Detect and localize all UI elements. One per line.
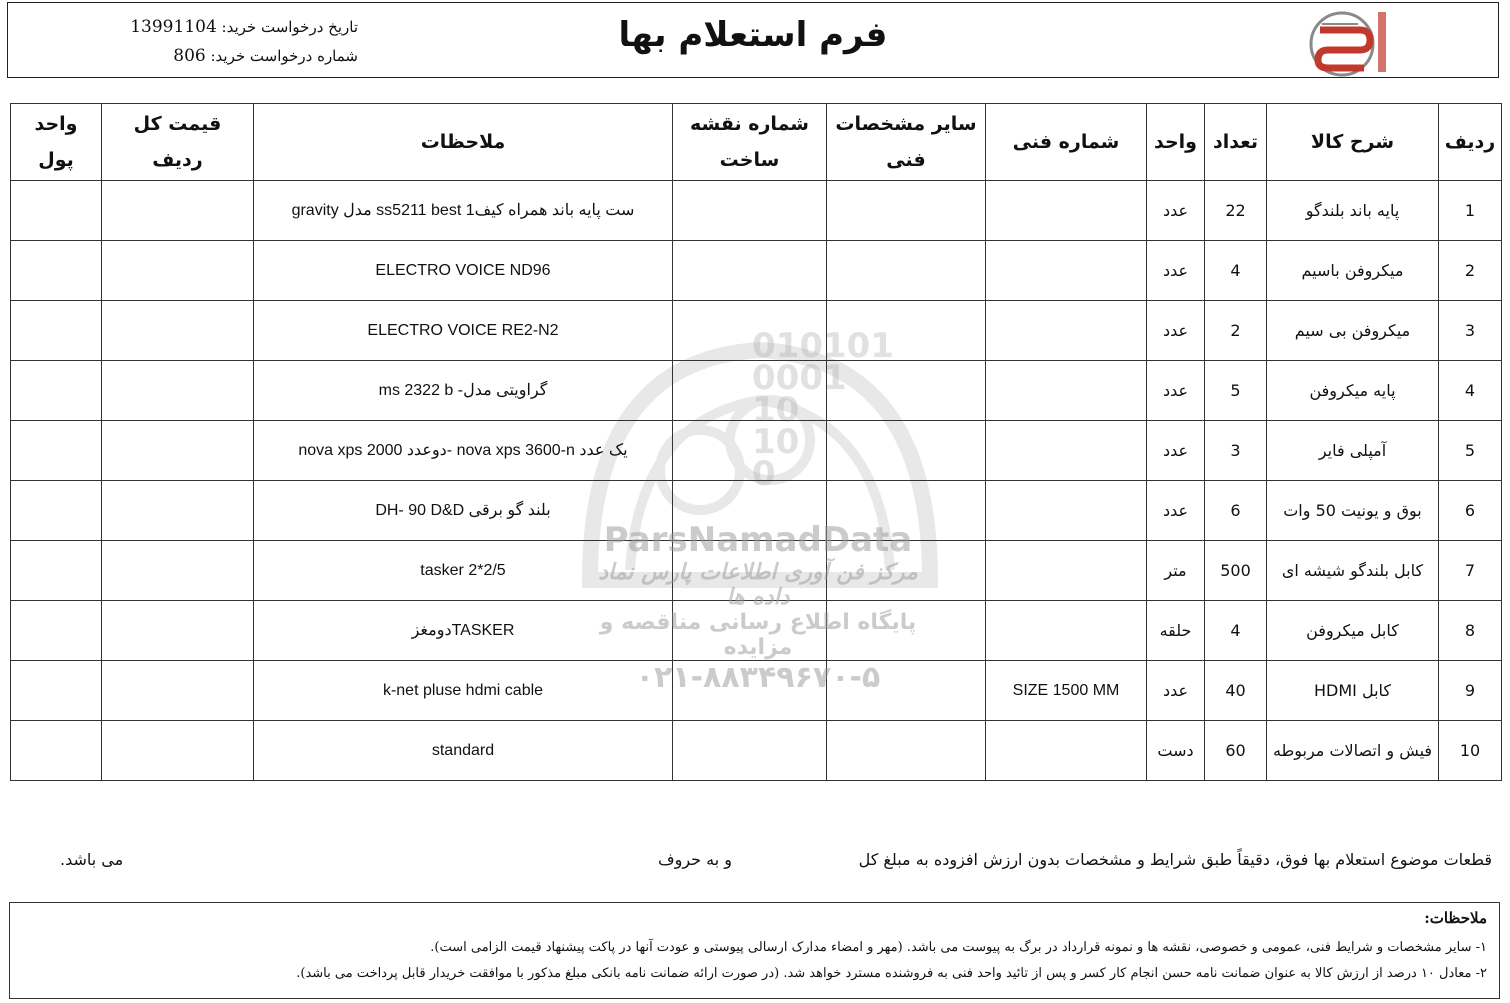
cell-unit: حلقه xyxy=(1147,601,1205,661)
col-header-quantity: تعداد xyxy=(1205,104,1267,181)
cell-remarks: ست پایه باند همراه کیف1 ss5211 best مدل gravity xyxy=(254,181,673,241)
cell-quantity: 3 xyxy=(1205,421,1267,481)
cell-description: پایه باند بلندگو xyxy=(1267,181,1439,241)
cell-currency xyxy=(11,601,102,661)
col-header-total-price: قیمت کل ردیف xyxy=(102,104,254,181)
request-meta xyxy=(126,13,358,71)
request-number-value: 806 xyxy=(173,46,206,66)
table-row xyxy=(11,421,1502,481)
cell-technical-number xyxy=(986,241,1147,301)
cell-currency xyxy=(11,181,102,241)
cell-currency xyxy=(11,421,102,481)
request-number-label: شماره درخواست خرید: xyxy=(210,47,358,65)
notes-box xyxy=(9,902,1500,999)
table-row xyxy=(11,721,1502,781)
price-statement xyxy=(60,850,1492,876)
cell-quantity: 40 xyxy=(1205,661,1267,721)
purchase-date-line xyxy=(126,13,358,42)
cell-description: بوق و یونیت 50 وات xyxy=(1267,481,1439,541)
cell-unit: عدد xyxy=(1147,241,1205,301)
cell-drawing-number xyxy=(673,241,827,301)
purchase-date-label: تاریخ درخواست خرید: xyxy=(221,18,358,36)
cell-unit: عدد xyxy=(1147,481,1205,541)
table-header-row xyxy=(11,104,1502,181)
notes-title: ملاحظات: xyxy=(1424,909,1487,927)
cell-remarks: 2/5*2 tasker xyxy=(254,541,673,601)
watermark-digits: 010101 0001 10 10 0 xyxy=(752,326,894,494)
cell-technical-number xyxy=(986,541,1147,601)
col-header-description: شرح کالا xyxy=(1267,104,1439,181)
cell-currency xyxy=(11,541,102,601)
col-header-technical-number: شماره فنی xyxy=(986,104,1147,181)
cell-drawing-number xyxy=(673,301,827,361)
cell-quantity: 60 xyxy=(1205,721,1267,781)
cell-currency xyxy=(11,661,102,721)
col-header-row-number: ردیف xyxy=(1439,104,1502,181)
statement-part-in-words: و به حروف xyxy=(658,850,732,869)
purchase-date-value: 13991104 xyxy=(130,17,217,37)
cell-currency xyxy=(11,481,102,541)
cell-technical-number xyxy=(986,421,1147,481)
cell-total-price xyxy=(102,301,254,361)
watermark-brand: ParsNamadData مرکز فن آوری اطلاعات پارس نماد داده ها پایگاه اطلاع رسانی مناقصه و مزایده ۰۲۱-۸۸۳۴۹۶۷۰-۵ xyxy=(598,520,918,695)
cell-quantity: 4 xyxy=(1205,601,1267,661)
cell-technical-number xyxy=(986,481,1147,541)
cell-drawing-number xyxy=(673,721,827,781)
cell-description: کابل میکروفن xyxy=(1267,601,1439,661)
cell-unit: عدد xyxy=(1147,181,1205,241)
cell-row-number: 2 xyxy=(1439,241,1502,301)
cell-row-number: 6 xyxy=(1439,481,1502,541)
cell-remarks: ELECTRO VOICE ND96 xyxy=(254,241,673,301)
cell-row-number: 9 xyxy=(1439,661,1502,721)
cell-technical-number xyxy=(986,721,1147,781)
cell-other-specs xyxy=(827,361,986,421)
cell-total-price xyxy=(102,421,254,481)
table-row xyxy=(11,181,1502,241)
cell-row-number: 8 xyxy=(1439,601,1502,661)
cell-description: فیش و اتصالات مربوطه xyxy=(1267,721,1439,781)
cell-row-number: 3 xyxy=(1439,301,1502,361)
cell-row-number: 7 xyxy=(1439,541,1502,601)
cell-technical-number xyxy=(986,361,1147,421)
cell-remarks: بلند گو برقی DH- 90 D&D xyxy=(254,481,673,541)
cell-total-price xyxy=(102,601,254,661)
cell-drawing-number xyxy=(673,361,827,421)
cell-other-specs xyxy=(827,241,986,301)
cell-remarks: standard xyxy=(254,721,673,781)
cell-unit: دست xyxy=(1147,721,1205,781)
cell-remarks: گراویتی مدل- ms 2322 b xyxy=(254,361,673,421)
cell-technical-number xyxy=(986,181,1147,241)
cell-remarks: ELECTRO VOICE RE2-N2 xyxy=(254,301,673,361)
cell-total-price xyxy=(102,721,254,781)
col-header-remarks: ملاحظات xyxy=(254,104,673,181)
cell-description: میکروفن باسیم xyxy=(1267,241,1439,301)
cell-technical-number xyxy=(986,601,1147,661)
cell-total-price xyxy=(102,361,254,421)
cell-remarks: TASKERدومغز xyxy=(254,601,673,661)
cell-description: کابل بلندگو شیشه ای xyxy=(1267,541,1439,601)
cell-quantity: 500 xyxy=(1205,541,1267,601)
col-header-unit: واحد xyxy=(1147,104,1205,181)
col-header-currency: واحد پول xyxy=(11,104,102,181)
cell-row-number: 1 xyxy=(1439,181,1502,241)
cell-other-specs xyxy=(827,421,986,481)
table-row xyxy=(11,241,1502,301)
cell-description: میکروفن بی سیم xyxy=(1267,301,1439,361)
cell-technical-number: SIZE 1500 MM xyxy=(986,661,1147,721)
cell-quantity: 22 xyxy=(1205,181,1267,241)
cell-currency xyxy=(11,301,102,361)
cell-description: کابل HDMI xyxy=(1267,661,1439,721)
cell-description: پایه میکروفن xyxy=(1267,361,1439,421)
table-row xyxy=(11,301,1502,361)
cell-quantity: 5 xyxy=(1205,361,1267,421)
cell-other-specs xyxy=(827,721,986,781)
form-title: فرم استعلام بها xyxy=(618,15,888,55)
cell-technical-number xyxy=(986,301,1147,361)
cell-other-specs xyxy=(827,301,986,361)
cell-unit: عدد xyxy=(1147,301,1205,361)
cell-currency xyxy=(11,361,102,421)
cell-remarks: k-net pluse hdmi cable xyxy=(254,661,673,721)
note-item: ۲- معادل ۱۰ درصد از ارزش کالا به عنوان ضمانت نامه حسن انجام کار کسر و پس از تائید واحد فنی به فروشنده مسترد خواهد شد. (در صورت ارائه ضمانت نامه بانکی مبلغ مذکور با موافقت خریدار قابل پرداخت می باشد). xyxy=(296,966,1487,981)
statement-part-end: می باشد. xyxy=(60,850,124,869)
cell-unit: عدد xyxy=(1147,421,1205,481)
cell-drawing-number xyxy=(673,181,827,241)
table-row xyxy=(11,361,1502,421)
col-header-drawing-number: شماره نقشه ساخت xyxy=(673,104,827,181)
cell-total-price xyxy=(102,241,254,301)
cell-total-price xyxy=(102,481,254,541)
note-item: ۱- سایر مشخصات و شرایط فنی، عمومی و خصوصی، نقشه ها و نمونه قرارداد در برگ به پیوست می باشد. (مهر و امضاء مدارک ارسالی پیوستی و عودت آنها در پاکت پیشنهاد قیمت الزامی است). xyxy=(430,940,1487,955)
cell-unit: متر xyxy=(1147,541,1205,601)
cell-total-price xyxy=(102,661,254,721)
cell-total-price xyxy=(102,181,254,241)
cell-quantity: 4 xyxy=(1205,241,1267,301)
cell-row-number: 5 xyxy=(1439,421,1502,481)
cell-row-number: 10 xyxy=(1439,721,1502,781)
cell-row-number: 4 xyxy=(1439,361,1502,421)
cell-remarks: یک عدد nova xps 3600-n -دوعدد nova xps 2000 xyxy=(254,421,673,481)
cell-currency xyxy=(11,721,102,781)
cell-total-price xyxy=(102,541,254,601)
cell-currency xyxy=(11,241,102,301)
cell-unit: عدد xyxy=(1147,661,1205,721)
cell-description: آمپلی فایر xyxy=(1267,421,1439,481)
cell-quantity: 6 xyxy=(1205,481,1267,541)
request-number-line xyxy=(126,42,358,71)
cell-drawing-number xyxy=(673,421,827,481)
cell-quantity: 2 xyxy=(1205,301,1267,361)
cell-other-specs xyxy=(827,181,986,241)
cell-unit: عدد xyxy=(1147,361,1205,421)
form-header xyxy=(7,2,1499,78)
col-header-other-specs: سایر مشخصات فنی xyxy=(827,104,986,181)
statement-part-total: قطعات موضوع استعلام بها فوق، دقیقاً طبق شرایط و مشخصات بدون ارزش افزوده به مبلغ کل xyxy=(858,850,1492,869)
